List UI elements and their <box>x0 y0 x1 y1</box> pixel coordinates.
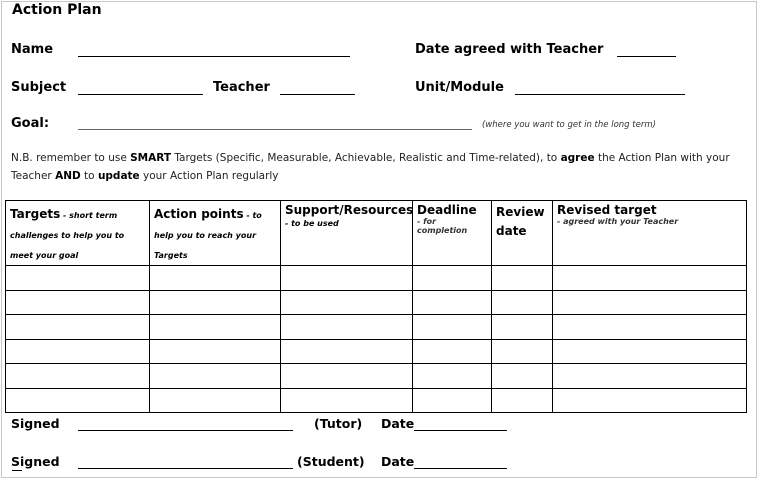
header-main: Deadline <box>417 203 477 217</box>
table-cell[interactable] <box>150 266 281 291</box>
note-agree: agree <box>560 152 595 164</box>
table-cell[interactable] <box>413 364 492 389</box>
table-cell[interactable] <box>553 290 747 315</box>
tutor-label: (Tutor) <box>314 416 363 431</box>
table-cell[interactable] <box>553 364 747 389</box>
table-cell[interactable] <box>492 339 553 364</box>
table-cell[interactable] <box>553 388 747 413</box>
goal-field[interactable] <box>78 129 472 130</box>
name-field[interactable] <box>78 56 350 57</box>
tutor-date-label: Date <box>381 416 415 431</box>
table-cell[interactable] <box>281 315 413 340</box>
subject-label: Subject <box>11 80 67 95</box>
header-targets <box>6 201 150 266</box>
table-cell[interactable] <box>6 339 150 364</box>
table-cell[interactable] <box>413 388 492 413</box>
name-label: Name <box>11 42 54 57</box>
table-cell[interactable] <box>492 315 553 340</box>
date-agreed-label: Date agreed with Teacher <box>415 42 604 57</box>
table-cell[interactable] <box>6 388 150 413</box>
table-cell[interactable] <box>413 315 492 340</box>
table-cell[interactable] <box>413 290 492 315</box>
table-cell[interactable] <box>6 266 150 291</box>
header-sub: - short term challenges to help you to meet your goal <box>10 211 125 260</box>
table-cell[interactable] <box>281 290 413 315</box>
tutor-signature-field[interactable] <box>78 430 293 431</box>
unit-module-label: Unit/Module <box>415 80 504 95</box>
header-review-date <box>492 201 553 266</box>
signed-underline-mark <box>12 470 22 471</box>
table-cell[interactable] <box>553 339 747 364</box>
student-date-label: Date <box>381 454 415 469</box>
smart-note <box>11 149 731 185</box>
table-cell[interactable] <box>150 315 281 340</box>
unit-module-field[interactable] <box>515 94 685 95</box>
table-cell[interactable] <box>553 315 747 340</box>
note-update: update <box>97 170 140 182</box>
table-cell[interactable] <box>6 315 150 340</box>
header-deadline <box>413 201 492 266</box>
table-cell[interactable] <box>150 290 281 315</box>
table-cell[interactable] <box>281 388 413 413</box>
teacher-label: Teacher <box>213 80 270 95</box>
tutor-date-field[interactable] <box>414 430 507 431</box>
header-main: Action points <box>154 207 244 221</box>
table-cell[interactable] <box>281 266 413 291</box>
table-row <box>6 364 747 389</box>
header-support-resources <box>281 201 413 266</box>
table-cell[interactable] <box>492 388 553 413</box>
header-sub: - for completion <box>417 217 468 235</box>
action-plan-table <box>5 200 747 413</box>
table-cell[interactable] <box>150 388 281 413</box>
student-label: (Student) <box>297 454 365 469</box>
table-header-row <box>6 201 747 266</box>
table-cell[interactable] <box>413 339 492 364</box>
note-text: N.B. remember to use <box>11 152 131 164</box>
table-cell[interactable] <box>281 364 413 389</box>
table-cell[interactable] <box>150 339 281 364</box>
date-agreed-field[interactable] <box>617 56 676 57</box>
header-revised-target <box>553 201 747 266</box>
subject-field[interactable] <box>78 94 203 95</box>
table-cell[interactable] <box>492 266 553 291</box>
note-text: the Action Plan with your Teacher <box>11 152 730 182</box>
table-cell[interactable] <box>6 290 150 315</box>
student-date-field[interactable] <box>414 468 507 469</box>
table-row <box>6 266 747 291</box>
note-text: Targets (Specific, Measurable, Achievable, Realistic and Time-related), to <box>171 152 561 164</box>
table-row <box>6 290 747 315</box>
header-main: Targets <box>10 207 61 221</box>
signed-label-student: Signed <box>11 454 60 469</box>
header-main: Review date <box>496 205 545 238</box>
table-row <box>6 388 747 413</box>
table-cell[interactable] <box>6 364 150 389</box>
table-cell[interactable] <box>553 266 747 291</box>
header-main: Revised target <box>557 203 657 217</box>
note-and: AND <box>55 170 81 182</box>
table-row <box>6 339 747 364</box>
note-text: to <box>80 170 98 182</box>
note-smart: SMART <box>130 152 172 164</box>
goal-label: Goal: <box>11 116 50 131</box>
table-cell[interactable] <box>492 290 553 315</box>
header-main: Support/Resources <box>285 203 414 217</box>
signed-label-tutor: Signed <box>11 416 60 431</box>
header-action-points <box>150 201 281 266</box>
table-cell[interactable] <box>413 266 492 291</box>
header-sub: - to help you to reach your Targets <box>154 211 262 260</box>
table-row <box>6 315 747 340</box>
table-cell[interactable] <box>150 364 281 389</box>
note-text: your Action Plan regularly <box>139 170 279 182</box>
page-title: Action Plan <box>12 2 102 18</box>
header-sub: - to be used <box>285 219 339 228</box>
goal-hint: (where you want to get in the long term) <box>482 120 656 130</box>
student-signature-field[interactable] <box>78 468 293 469</box>
teacher-field[interactable] <box>280 94 355 95</box>
header-sub: - agreed with your Teacher <box>557 217 679 226</box>
table-cell[interactable] <box>281 339 413 364</box>
table-cell[interactable] <box>492 364 553 389</box>
